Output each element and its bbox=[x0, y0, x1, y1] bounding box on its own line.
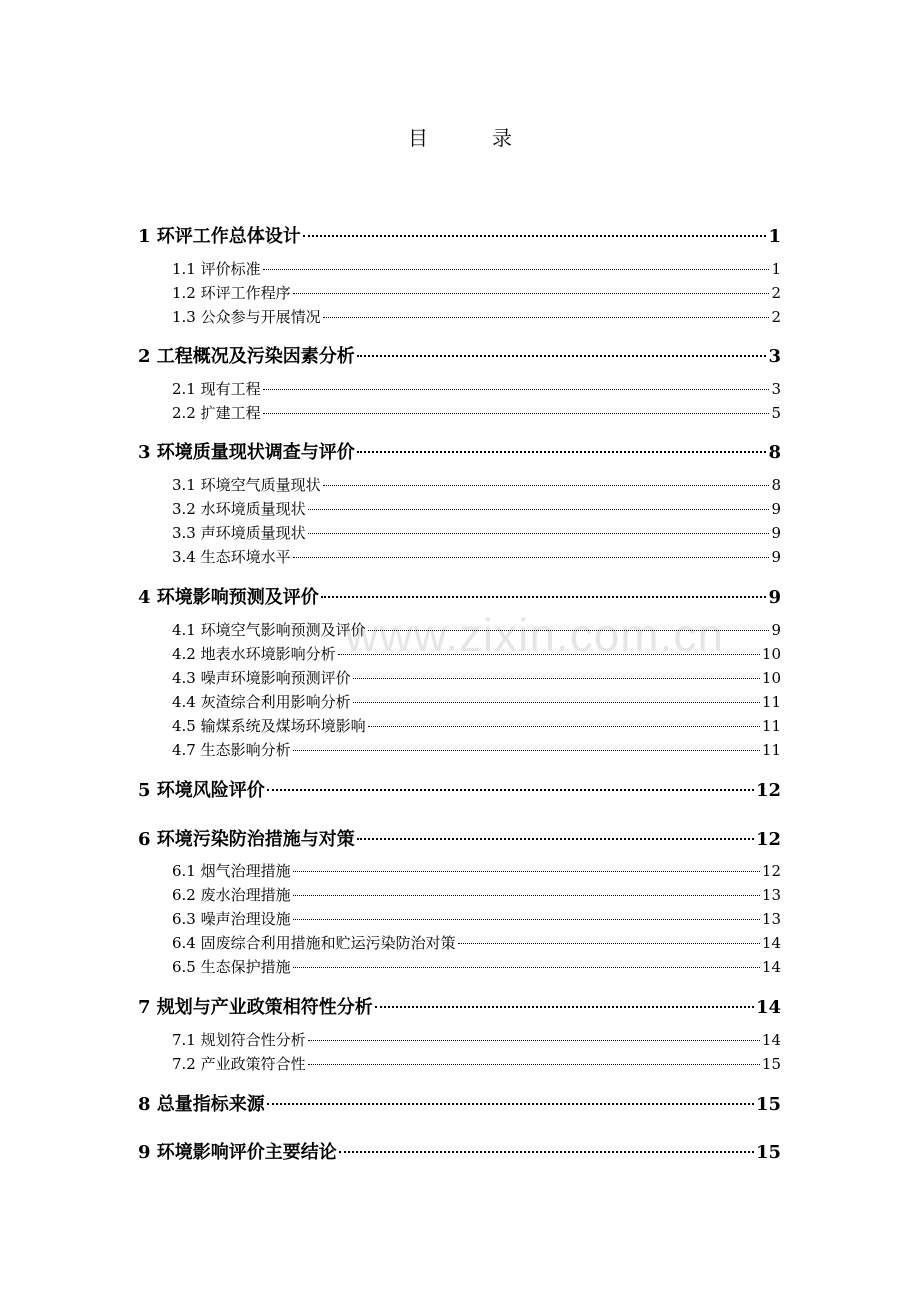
dot-leader bbox=[293, 293, 770, 294]
toc-subsection-2-1[interactable] bbox=[172, 378, 781, 399]
toc-entry-label: 6.5 生态保护措施 bbox=[172, 958, 291, 976]
toc-page-number: 9 bbox=[771, 524, 781, 542]
dot-leader bbox=[303, 235, 767, 237]
dot-leader bbox=[293, 750, 760, 751]
toc-entry-label: 2.2 扩建工程 bbox=[172, 404, 261, 422]
toc-page-number: 3 bbox=[768, 346, 781, 367]
toc-page-number: 11 bbox=[761, 717, 781, 735]
toc-subsection-4-1[interactable] bbox=[172, 619, 781, 640]
dot-leader bbox=[458, 943, 760, 944]
toc-subsection-6-4[interactable] bbox=[172, 932, 781, 953]
toc-page-number: 13 bbox=[761, 910, 781, 928]
toc-entry-label: 3 环境质量现状调查与评价 bbox=[138, 442, 355, 463]
toc-entry-label: 6.4 固废综合利用措施和贮运污染防治对策 bbox=[172, 934, 456, 952]
toc-subsection-4-2[interactable] bbox=[172, 643, 781, 664]
toc-entry-label: 4.5 输煤系统及煤场环境影响 bbox=[172, 717, 366, 735]
toc-entry-label: 3.4 生态环境水平 bbox=[172, 548, 291, 566]
toc-subsection-6-1[interactable] bbox=[172, 860, 781, 881]
toc-page-number: 1 bbox=[771, 260, 781, 278]
toc-entry-label: 2 工程概况及污染因素分析 bbox=[138, 346, 355, 367]
dot-leader bbox=[375, 1006, 754, 1008]
toc-entry-label: 6 环境污染防治措施与对策 bbox=[138, 829, 355, 850]
toc-subsection-3-4[interactable] bbox=[172, 546, 781, 567]
toc-entry-label: 1 环评工作总体设计 bbox=[138, 226, 301, 247]
toc-page-number: 5 bbox=[771, 404, 781, 422]
toc-subsection-4-4[interactable] bbox=[172, 691, 781, 712]
toc-page-number: 1 bbox=[768, 226, 781, 247]
toc-page-number: 9 bbox=[768, 587, 781, 608]
toc-page-number: 14 bbox=[761, 958, 781, 976]
toc-entry-label: 4.1 环境空气影响预测及评价 bbox=[172, 621, 366, 639]
toc-entry-label: 5 环境风险评价 bbox=[138, 780, 265, 801]
dot-leader bbox=[293, 557, 770, 558]
toc-page-number: 11 bbox=[761, 693, 781, 711]
toc-page-number: 2 bbox=[771, 284, 781, 302]
toc-page-number: 15 bbox=[755, 1094, 781, 1115]
toc-section-1[interactable] bbox=[138, 222, 781, 248]
toc-page-number: 10 bbox=[761, 669, 781, 687]
dot-leader bbox=[308, 1064, 760, 1065]
toc-page-number: 8 bbox=[768, 442, 781, 463]
dot-leader bbox=[267, 789, 754, 791]
toc-section-5[interactable] bbox=[138, 776, 781, 802]
toc-subsection-1-2[interactable] bbox=[172, 282, 781, 303]
toc-page-number: 9 bbox=[771, 548, 781, 566]
toc-page-number: 14 bbox=[755, 997, 781, 1018]
toc-entry-label: 4.7 生态影响分析 bbox=[172, 741, 291, 759]
toc-subsection-7-1[interactable] bbox=[172, 1029, 781, 1050]
toc-entry-label: 4 环境影响预测及评价 bbox=[138, 587, 319, 608]
toc-subsection-2-2[interactable] bbox=[172, 402, 781, 423]
watermark: www.zixin.com.cn bbox=[345, 609, 724, 661]
toc-subsection-7-2[interactable] bbox=[172, 1053, 781, 1074]
toc-subsection-6-3[interactable] bbox=[172, 908, 781, 929]
toc-section-3[interactable] bbox=[138, 438, 781, 464]
toc-entry-label: 3.2 水环境质量现状 bbox=[172, 500, 306, 518]
toc-entry-label: 6.3 噪声治理设施 bbox=[172, 910, 291, 928]
toc-entry-label: 4.2 地表水环境影响分析 bbox=[172, 645, 336, 663]
toc-entry-label: 4.4 灰渣综合利用影响分析 bbox=[172, 693, 351, 711]
toc-page-number: 3 bbox=[771, 380, 781, 398]
dot-leader bbox=[357, 838, 754, 840]
toc-section-2[interactable] bbox=[138, 342, 781, 368]
toc-subsection-6-2[interactable] bbox=[172, 884, 781, 905]
dot-leader bbox=[263, 269, 770, 270]
dot-leader bbox=[293, 967, 760, 968]
dot-leader bbox=[293, 871, 760, 872]
toc-page-number: 13 bbox=[761, 886, 781, 904]
toc-page-number: 14 bbox=[761, 934, 781, 952]
toc-entry-label: 7 规划与产业政策相符性分析 bbox=[138, 997, 373, 1018]
dot-leader bbox=[293, 919, 760, 920]
dot-leader bbox=[293, 895, 760, 896]
toc-entry-label: 3.3 声环境质量现状 bbox=[172, 524, 306, 542]
dot-leader bbox=[353, 678, 760, 679]
toc-subsection-1-3[interactable] bbox=[172, 306, 781, 327]
toc-page-number: 12 bbox=[761, 862, 781, 880]
toc-entry-label: 2.1 现有工程 bbox=[172, 380, 261, 398]
toc-entry-label: 1.1 评价标准 bbox=[172, 260, 261, 278]
dot-leader bbox=[339, 1151, 754, 1153]
dot-leader bbox=[353, 702, 760, 703]
toc-entry-label: 9 环境影响评价主要结论 bbox=[138, 1142, 337, 1163]
toc-entry-label: 3.1 环境空气质量现状 bbox=[172, 476, 321, 494]
dot-leader bbox=[263, 389, 770, 390]
toc-page-number: 12 bbox=[755, 780, 781, 801]
toc-page-number: 10 bbox=[761, 645, 781, 663]
dot-leader bbox=[357, 355, 767, 357]
toc-page-number: 11 bbox=[761, 741, 781, 759]
dot-leader bbox=[323, 485, 770, 486]
toc-entry-label: 6.1 烟气治理措施 bbox=[172, 862, 291, 880]
toc-page-number: 15 bbox=[755, 1142, 781, 1163]
page-title: 目 录 bbox=[408, 126, 534, 150]
toc-page-number: 2 bbox=[771, 308, 781, 326]
toc-section-9[interactable] bbox=[138, 1138, 781, 1164]
dot-leader bbox=[323, 317, 770, 318]
toc-page-number: 9 bbox=[771, 621, 781, 639]
dot-leader bbox=[308, 533, 770, 534]
dot-leader bbox=[368, 630, 770, 631]
toc-subsection-4-6[interactable] bbox=[172, 739, 781, 760]
toc-entry-label: 1.3 公众参与开展情况 bbox=[172, 308, 321, 326]
toc-section-8[interactable] bbox=[138, 1090, 781, 1116]
toc-subsection-4-5[interactable] bbox=[172, 715, 781, 736]
toc-subsection-1-1[interactable] bbox=[172, 258, 781, 279]
toc-section-4[interactable] bbox=[138, 583, 781, 609]
toc-page-number: 14 bbox=[761, 1031, 781, 1049]
dot-leader bbox=[368, 726, 760, 727]
toc-page-number: 12 bbox=[755, 829, 781, 850]
dot-leader bbox=[267, 1103, 754, 1105]
toc-entry-label: 1.2 环评工作程序 bbox=[172, 284, 291, 302]
toc-entry-label: 7.2 产业政策符合性 bbox=[172, 1055, 306, 1073]
dot-leader bbox=[357, 451, 767, 453]
toc-entry-label: 7.1 规划符合性分析 bbox=[172, 1031, 306, 1049]
dot-leader bbox=[308, 1040, 760, 1041]
toc-entry-label: 6.2 废水治理措施 bbox=[172, 886, 291, 904]
toc-page-number: 8 bbox=[771, 476, 781, 494]
dot-leader bbox=[308, 509, 770, 510]
dot-leader bbox=[338, 654, 760, 655]
toc-section-7[interactable] bbox=[138, 993, 781, 1019]
toc-entry-label: 8 总量指标来源 bbox=[138, 1094, 265, 1115]
toc-entry-label: 4.3 噪声环境影响预测评价 bbox=[172, 669, 351, 687]
toc-section-6[interactable] bbox=[138, 825, 781, 851]
toc-page-number: 9 bbox=[771, 500, 781, 518]
toc-subsection-4-3[interactable] bbox=[172, 667, 781, 688]
dot-leader bbox=[263, 413, 770, 414]
toc-subsection-6-5[interactable] bbox=[172, 956, 781, 977]
toc-page-number: 15 bbox=[761, 1055, 781, 1073]
toc-subsection-3-3[interactable] bbox=[172, 522, 781, 543]
dot-leader bbox=[321, 596, 767, 598]
toc-subsection-3-2[interactable] bbox=[172, 498, 781, 519]
toc-subsection-3-1[interactable] bbox=[172, 474, 781, 495]
